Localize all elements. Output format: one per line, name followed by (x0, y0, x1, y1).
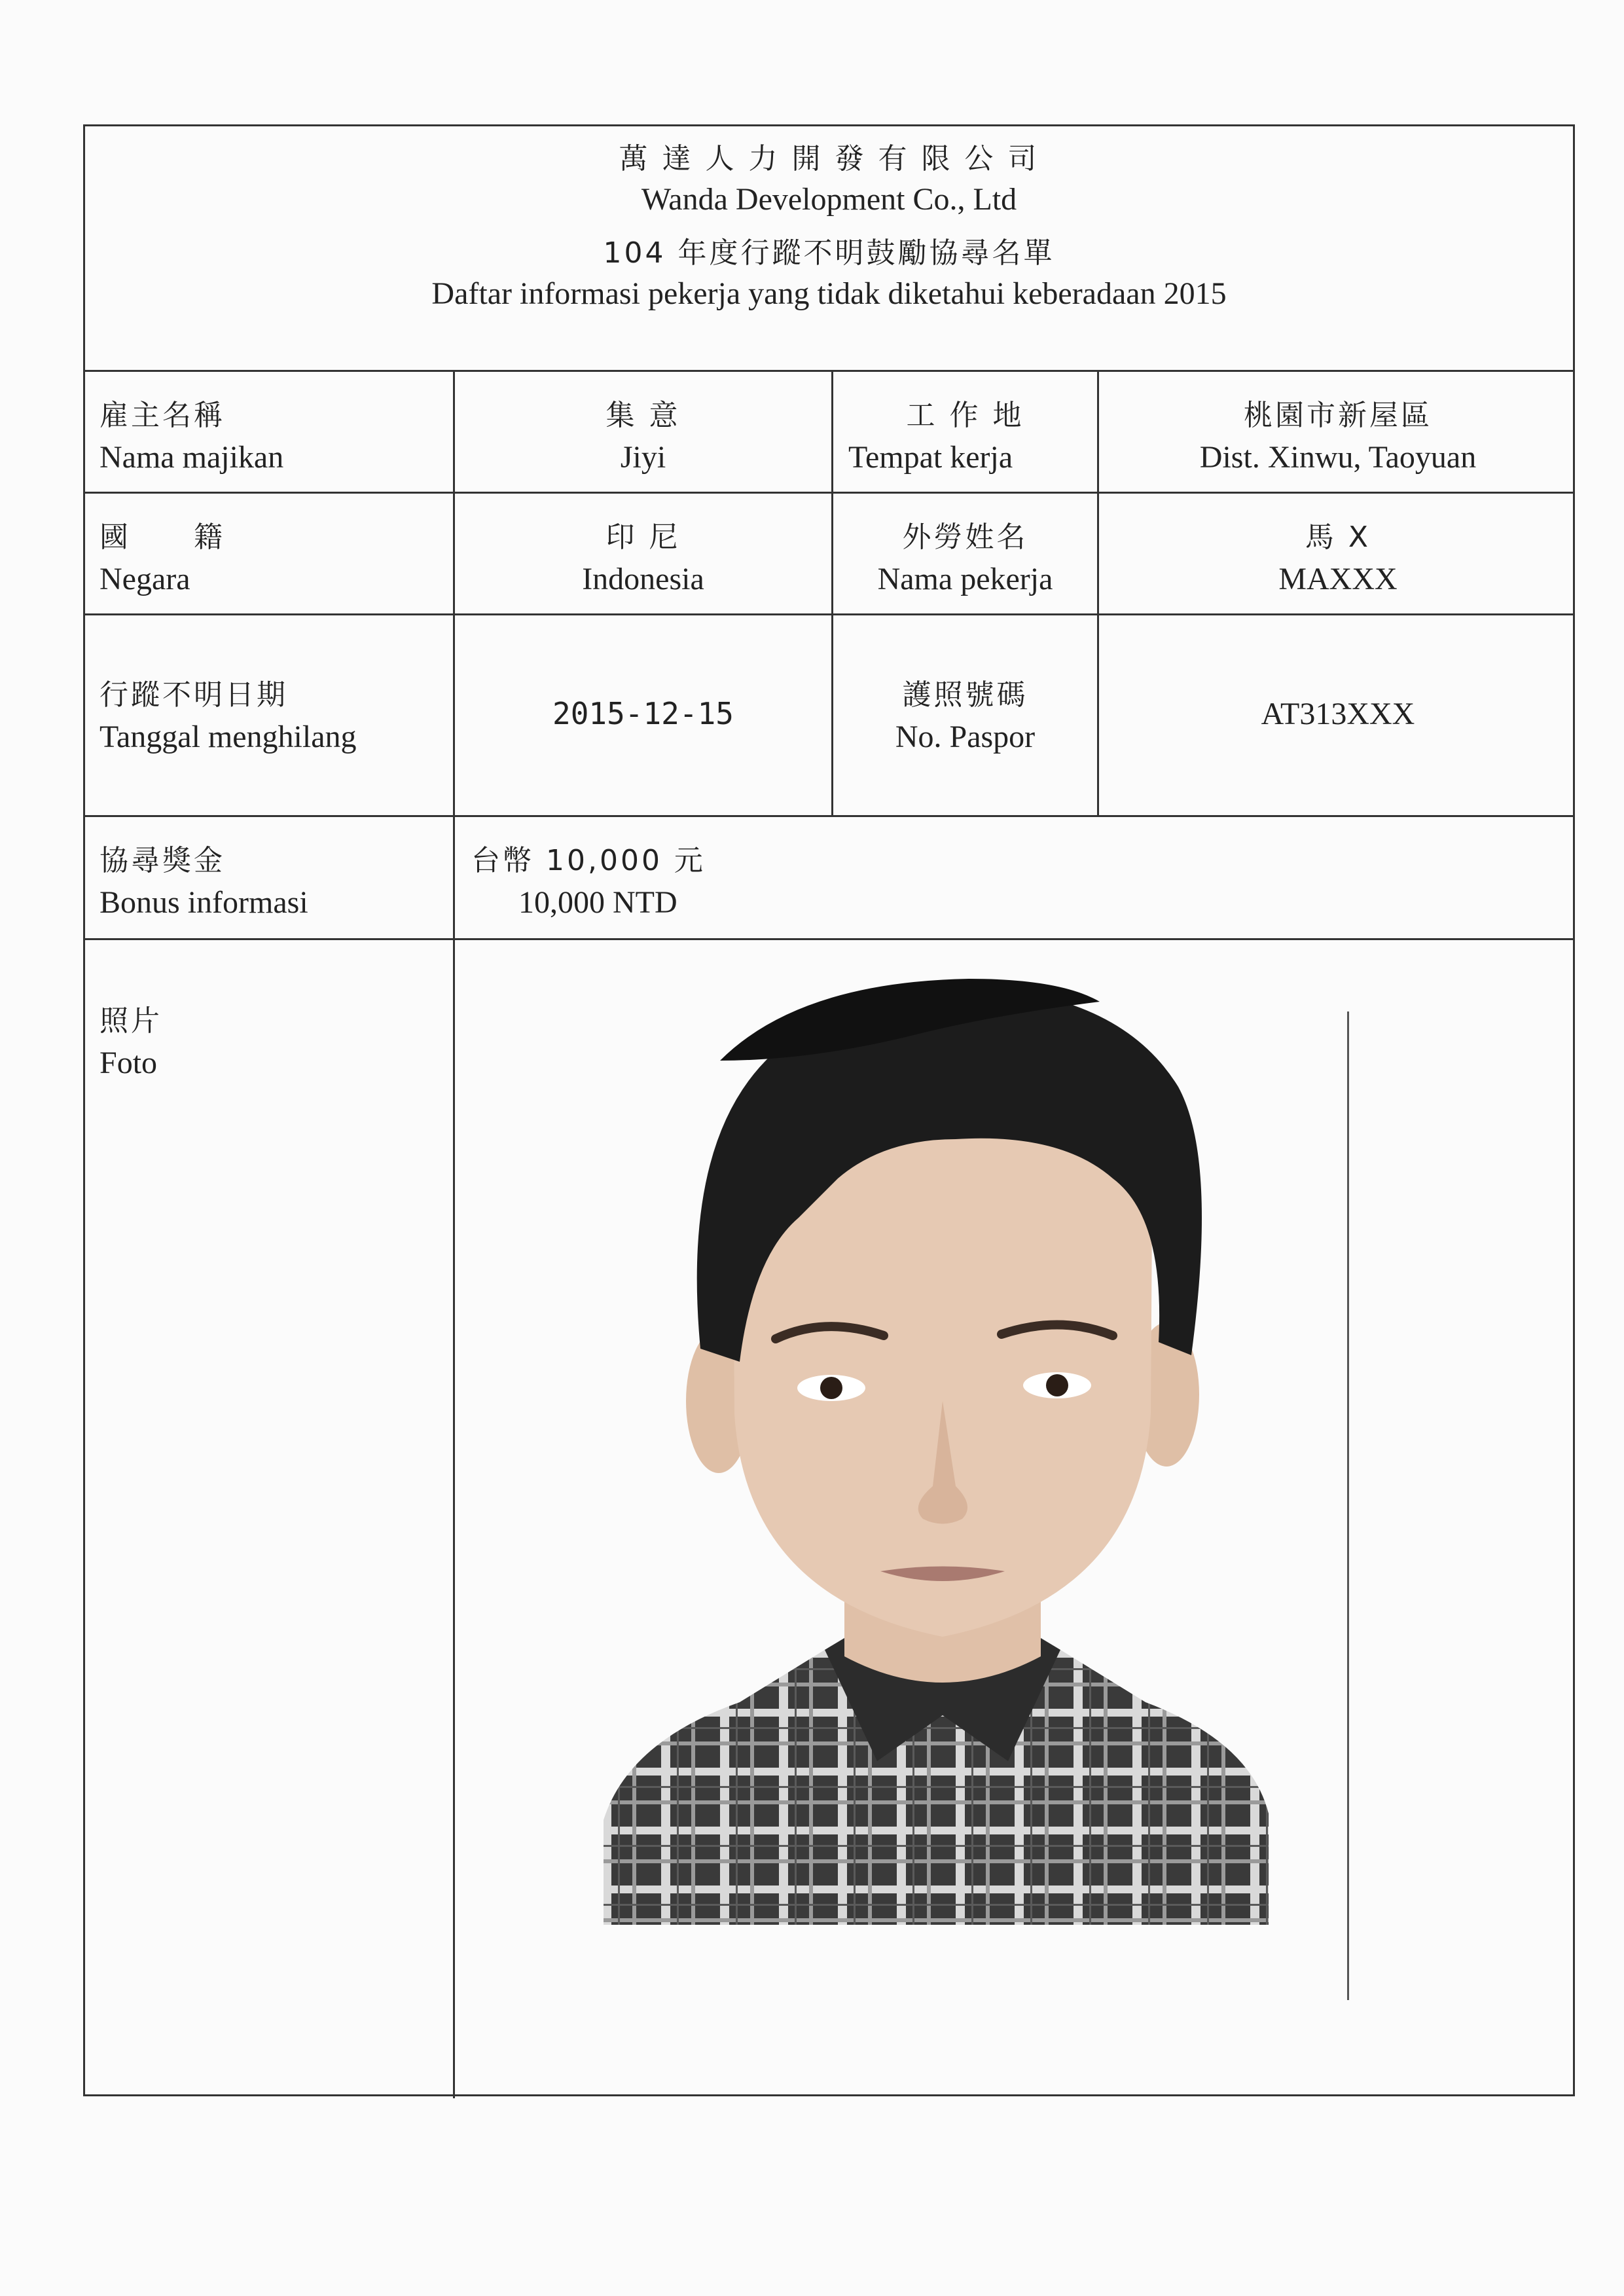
table-rule (85, 613, 1573, 615)
missing-date-value: 2015-12-15 (552, 696, 734, 731)
company-name-en: Wanda Development Co., Ltd (641, 182, 1017, 217)
missing-date-label-id: Tanggal menghilang (99, 720, 357, 754)
photo-label-id: Foto (99, 1046, 158, 1080)
employer-value-latin: Jiyi (620, 440, 666, 475)
table-rule (85, 492, 1573, 494)
title-cn: 104 年度行蹤不明鼓勵協尋名單 (603, 236, 1055, 270)
workplace-label-cn: 工 作 地 (906, 399, 1024, 432)
table-rule (85, 370, 1573, 372)
worker-name-value-cn: 馬 X (1305, 520, 1371, 554)
workplace-label-id: Tempat kerja (848, 440, 1013, 475)
passport-label-id: No. Paspor (895, 720, 1036, 754)
bonus-label-cn: 協尋獎金 (99, 844, 225, 877)
missing-date-label-cn: 行蹤不明日期 (99, 678, 288, 712)
bonus-value-latin: 10,000 NTD (518, 885, 677, 920)
worker-name-label-cn: 外勞姓名 (902, 520, 1028, 554)
nationality-value-cn: 印 尼 (605, 520, 681, 554)
workplace-value-latin: Dist. Xinwu, Taoyuan (1199, 440, 1477, 475)
worker-name-value-latin: MAXXX (1278, 562, 1398, 596)
table-rule (453, 370, 455, 2098)
employer-value-cn: 集 意 (605, 399, 681, 432)
company-name-cn: 萬 達 人 力 開 發 有 限 公 司 (619, 142, 1039, 175)
bonus-value-cn: 台幣 10,000 元 (471, 844, 706, 877)
passport-value: AT313XXX (1261, 697, 1415, 731)
employer-label-id: Nama majikan (99, 440, 284, 475)
workplace-value-cn: 桃園市新屋區 (1244, 399, 1432, 432)
worker-photo (602, 943, 1270, 1925)
table-rule (85, 815, 1573, 817)
bonus-label-id: Bonus informasi (99, 885, 308, 920)
nationality-label-cn: 國 籍 (99, 520, 225, 554)
table-rule (85, 938, 1573, 940)
nationality-value-latin: Indonesia (582, 562, 704, 596)
photo-label-cn: 照片 (99, 1004, 162, 1038)
title-id: Daftar informasi pekerja yang tidak diketahui keberadaan 2015 (431, 276, 1227, 311)
passport-label-cn: 護照號碼 (902, 678, 1028, 712)
worker-name-label-id: Nama pekerja (877, 562, 1053, 596)
photo-edge-line (1347, 1011, 1349, 2000)
nationality-label-id: Negara (99, 562, 190, 596)
employer-label-cn: 雇主名稱 (99, 399, 225, 432)
